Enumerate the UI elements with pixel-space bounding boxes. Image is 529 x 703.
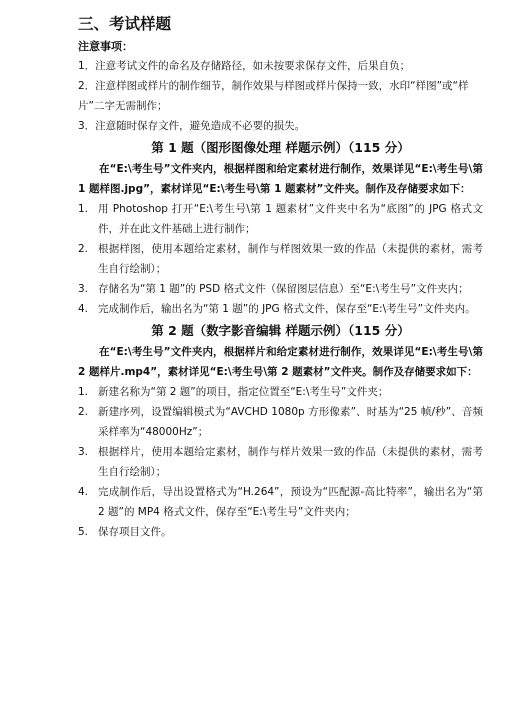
step-item [78,239,483,279]
step-item [78,199,483,239]
step-number: 1. [78,203,89,215]
step-text: 新建名称为“第 2 题”的项目，指定位置至“E:\考生号”文件夹； [98,386,389,398]
step-number: 2. [78,243,89,255]
question-1 [78,138,483,319]
notes-title: 注意事项： [78,40,133,53]
step-item [78,402,483,442]
step-number: 4. [78,486,89,498]
step-text: 根据样片，使用本题给定素材，制作与样片效果一致的作品（未提供的素材，需考生自行绘制）； [98,446,483,478]
question-description: 在“E:\考生号”文件夹内，根据样片和给定素材进行制作，效果详见“E:\考生号\第 2 题样片.mp4”，素材详见“E:\考生号\第 2 题素材”文件夹。制作及存储要求如下： [78,346,483,378]
note-item: 3．注意随时保存文件，避免造成不必要的损失。 [78,120,306,132]
step-number: 3. [78,446,89,458]
step-item [78,382,483,402]
step-number: 4. [78,303,89,315]
step-number: 1. [78,386,89,398]
step-item [78,299,483,319]
step-item [78,482,483,522]
note-item: 1．注意考试文件的命名及存储路径，如未按要求保存文件，后果自负； [78,60,411,72]
question-description: 在“E:\考生号”文件夹内，根据样图和给定素材进行制作，效果详见“E:\考生号\第 1 题样图.jpg”，素材详见“E:\考生号\第 1 题素材”文件夹。制作及存储要求如下： [78,163,483,195]
step-item [78,442,483,482]
step-number: 3. [78,283,89,295]
step-number: 2. [78,406,89,418]
steps-list [78,382,483,542]
steps-list [78,199,483,319]
notes-section [78,38,483,136]
section-heading: 三、考试样题 [78,15,172,33]
step-text: 新建序列，设置编辑模式为“AVCHD 1080p 方形像素”、时基为“25 帧/秒”、音频采样率为“48000Hz”； [98,406,483,438]
step-text: 完成制作后，输出名为“第 1 题”的 JPG 格式文件，保存至“E:\考生号”文件夹内。 [98,303,476,315]
question-2 [78,321,483,542]
step-text: 存储名为“第 1 题”的 PSD 格式文件（保留图层信息）至“E:\考生号”文件夹内； [98,283,469,295]
note-item: 2．注意样图或样片的制作细节，制作效果与样图或样片保持一致，水印“样图”或“样片”二字无需制作； [78,80,469,112]
question-title: 第 1 题（图形图像处理 样题示例）（115 分） [151,140,410,155]
step-text: 完成制作后，导出设置格式为“H.264”，预设为“匹配源-高比特率”，输出名为“第 2 题”的 MP4 格式文件，保存至“E:\考生号”文件夹内； [98,486,483,518]
step-item [78,522,483,542]
step-item [78,279,483,299]
question-title: 第 2 题（数字影音编辑 样题示例）（115 分） [151,323,410,338]
step-text: 用 Photoshop 打开“E:\考生号\第 1 题素材”文件夹中名为“底图”的 JPG 格式文件，并在此文件基础上进行制作； [98,203,483,235]
step-number: 5. [78,526,89,538]
step-text: 保存项目文件。 [98,526,172,538]
step-text: 根据样图，使用本题给定素材，制作与样图效果一致的作品（未提供的素材，需考生自行绘制）； [98,243,483,275]
